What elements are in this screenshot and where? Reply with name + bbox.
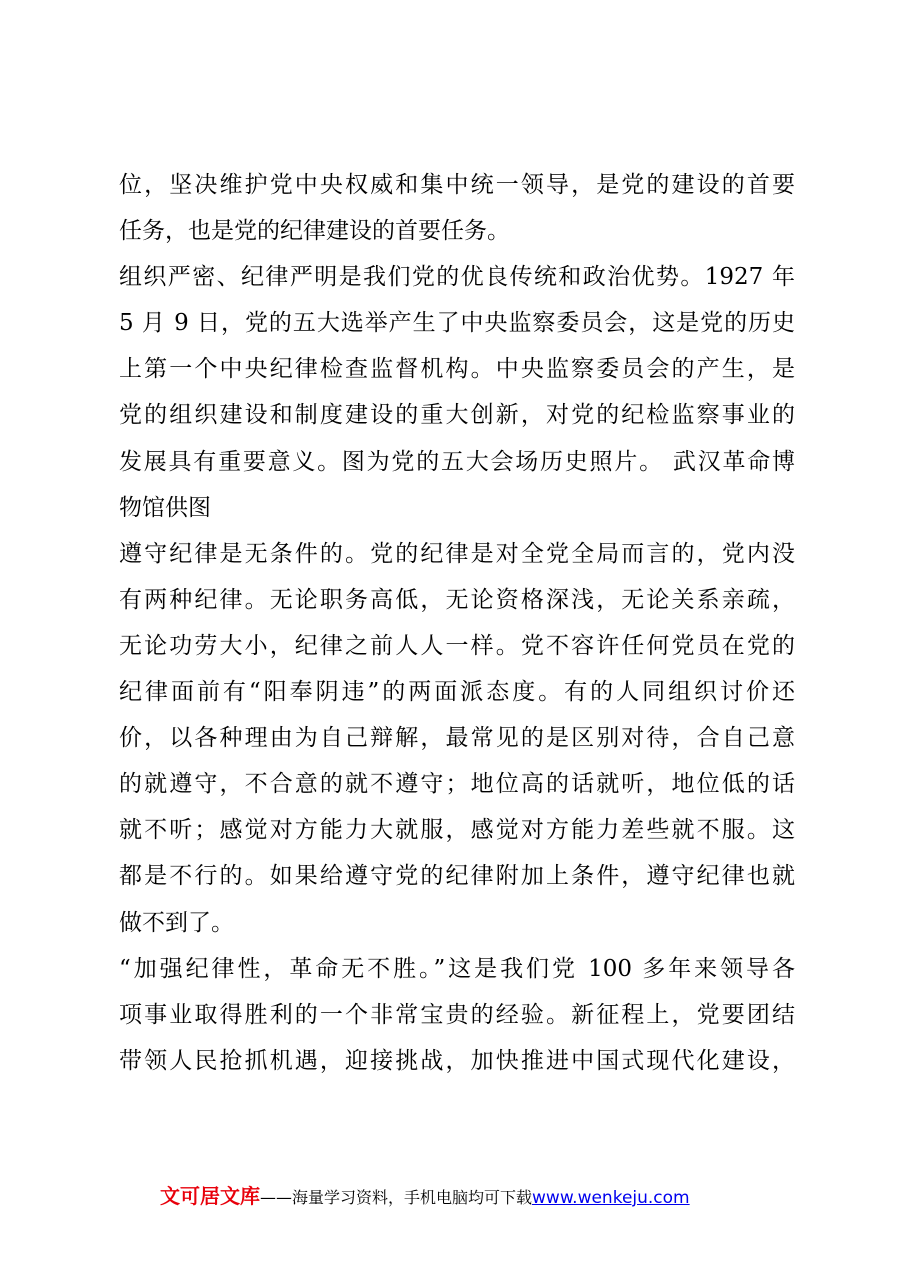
text-line: 纪律面前有“阳奉阴违”的两面派态度。有的人同组织讨价还	[119, 679, 795, 706]
text-line: 5 月 9 日，党的五大选举产生了中央监察委员会，这是党的历史	[119, 310, 795, 337]
footer-brand: 文可居文库	[160, 1184, 260, 1208]
text-line: “加强纪律性，革命无不胜。”这是我们党 100 多年来领导各	[119, 955, 795, 982]
text-line: 价，以各种理由为自己辩解，最常见的是区别对待，合自己意	[119, 725, 795, 752]
text-line: 无论功劳大小，纪律之前人人一样。党不容许任何党员在党的	[119, 632, 795, 659]
text-line: 上第一个中央纪律检查监督机构。中央监察委员会的产生，是	[119, 356, 795, 383]
text-line: 就不听；感觉对方能力大就服，感觉对方能力差些就不服。这	[119, 817, 795, 844]
body-text	[119, 162, 795, 1084]
text-line: 组织严密、纪律严明是我们党的优良传统和政治优势。1927 年	[119, 264, 795, 291]
text-line: 都是不行的。如果给遵守党的纪律附加上条件，遵守纪律也就	[119, 863, 795, 890]
text-line: 带领人民抢抓机遇，迎接挑战，加快推进中国式现代化建设，	[119, 1047, 795, 1074]
text-line: 位，坚决维护党中央权威和集中统一领导，是党的建设的首要	[119, 172, 795, 198]
footer-banner	[160, 1180, 800, 1212]
text-line: 的就遵守，不合意的就不遵守；地位高的话就听，地位低的话	[119, 771, 795, 798]
footer-url-link[interactable]: www.wenkeju.com	[532, 1188, 690, 1208]
text-line: 做不到了。	[119, 909, 234, 936]
text-line: 物馆供图	[119, 494, 211, 521]
text-line: 遵守纪律是无条件的。党的纪律是对全党全局而言的，党内没	[119, 540, 795, 567]
text-line: 项事业取得胜利的一个非常宝贵的经验。新征程上，党要团结	[119, 1001, 795, 1028]
footer-dash: ——	[260, 1188, 292, 1207]
text-line: 任务，也是党的纪律建设的首要任务。	[119, 218, 510, 245]
footer-tagline: 海量学习资料，手机电脑均可下载	[292, 1188, 533, 1207]
text-line: 有两种纪律。无论职务高低，无论资格深浅，无论关系亲疏，	[119, 586, 795, 613]
text-line: 发展具有重要意义。图为党的五大会场历史照片。 武汉革命博	[119, 448, 795, 475]
text-line: 党的组织建设和制度建设的重大创新，对党的纪检监察事业的	[119, 402, 795, 429]
